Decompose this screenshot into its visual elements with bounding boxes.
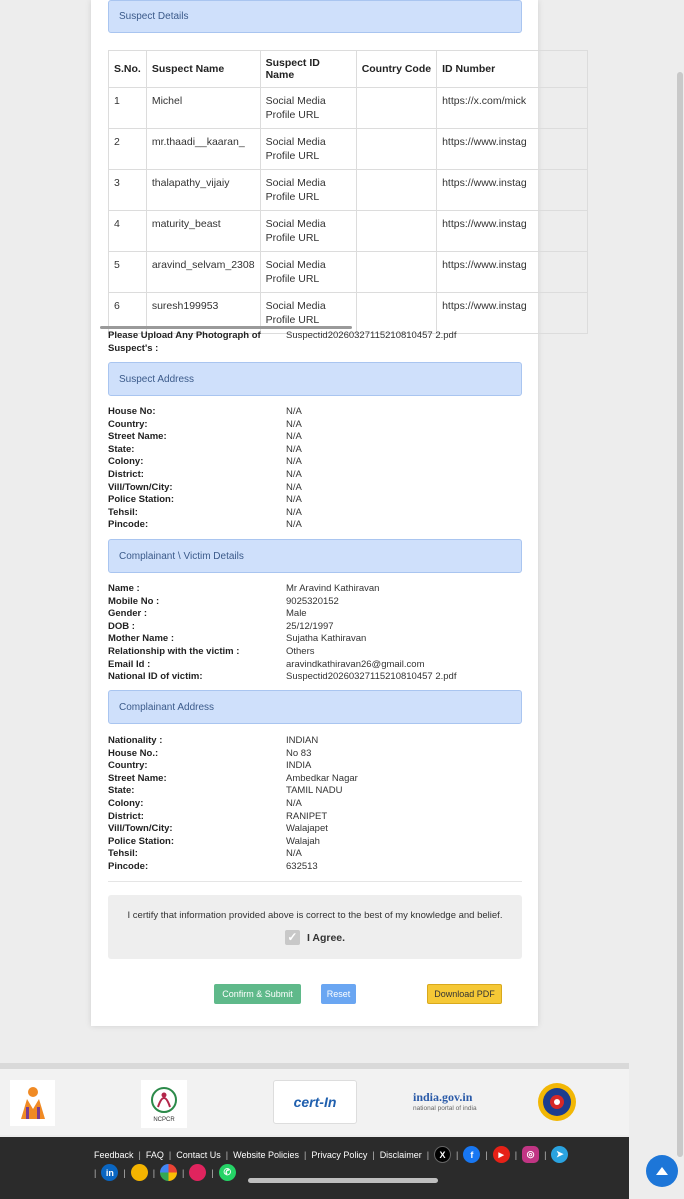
cell-id-name: Social Media Profile URL bbox=[260, 252, 356, 293]
caret-up-icon bbox=[656, 1167, 668, 1175]
field-value: INDIA bbox=[286, 760, 312, 772]
field-label: District: bbox=[108, 810, 144, 822]
suspect-address-header bbox=[108, 362, 522, 396]
link-separator: | bbox=[182, 1167, 185, 1178]
field-label: Country: bbox=[108, 418, 148, 430]
cell-id-number: https://www.instag bbox=[437, 293, 588, 334]
field-label: Street Name: bbox=[108, 431, 167, 443]
field-label: Colony: bbox=[108, 456, 144, 468]
whatsapp-icon[interactable]: ✆ bbox=[219, 1164, 236, 1181]
cell-name: mr.thaadi__kaaran_ bbox=[146, 129, 260, 170]
field-label: District: bbox=[108, 468, 144, 480]
facebook-icon[interactable]: f bbox=[463, 1146, 480, 1163]
ncpcr-logo[interactable] bbox=[141, 1080, 187, 1128]
suspect-details-title: Suspect Details bbox=[119, 11, 189, 22]
link-separator: | bbox=[426, 1149, 430, 1160]
page-vertical-scrollbar[interactable] bbox=[677, 72, 683, 1157]
youtube-icon[interactable]: ▶ bbox=[493, 1146, 510, 1163]
footer-links bbox=[94, 1146, 568, 1163]
field-email bbox=[108, 659, 522, 672]
complainant-address-title: Complainant Address bbox=[119, 701, 215, 713]
field-value: N/A bbox=[286, 519, 302, 531]
field-value: Walajah bbox=[286, 835, 320, 847]
field-label: Vill/Town/City: bbox=[108, 481, 173, 493]
field-label: Nationality : bbox=[108, 735, 163, 746]
koo-icon[interactable] bbox=[131, 1164, 148, 1181]
cyber-police-logo[interactable] bbox=[537, 1082, 577, 1122]
field-label: State: bbox=[108, 443, 135, 455]
field-value: N/A bbox=[286, 431, 302, 443]
field-label: Police Station: bbox=[108, 835, 174, 847]
col-suspect-id-name: Suspect ID Name bbox=[260, 51, 356, 88]
complainant-fields bbox=[108, 583, 522, 684]
ncpcr-emblem-icon bbox=[146, 1085, 182, 1117]
upload-photo-label: Please Upload Any Photograph of Suspect's : bbox=[108, 330, 261, 354]
link-separator: | bbox=[485, 1149, 488, 1160]
ncpcr-text: NCPCR bbox=[153, 1117, 175, 1123]
link-separator: | bbox=[544, 1149, 547, 1160]
field-label: Pincode: bbox=[108, 860, 149, 872]
moj-icon[interactable] bbox=[189, 1164, 206, 1181]
cell-id-number: https://www.instag bbox=[437, 211, 588, 252]
cell-country bbox=[356, 88, 436, 129]
field-value: N/A bbox=[286, 494, 302, 506]
cell-country bbox=[356, 129, 436, 170]
col-id-number: ID Number bbox=[437, 51, 588, 88]
field-value: N/A bbox=[286, 418, 302, 430]
field-label: Police Station: bbox=[108, 494, 174, 506]
field-tehsil bbox=[108, 848, 522, 861]
field-nationality bbox=[108, 735, 522, 748]
certify-box bbox=[108, 895, 522, 959]
agree-row bbox=[108, 930, 522, 945]
field-colony bbox=[108, 456, 522, 469]
field-value: N/A bbox=[286, 481, 302, 493]
cell-id-number: https://www.instag bbox=[437, 129, 588, 170]
field-value: N/A bbox=[286, 406, 302, 417]
field-house-no bbox=[108, 748, 522, 761]
check-icon: ✓ bbox=[287, 930, 298, 944]
field-street-name bbox=[108, 773, 522, 786]
col-suspect-name: Suspect Name bbox=[146, 51, 260, 88]
table-horizontal-scrollbar[interactable] bbox=[100, 326, 352, 329]
cell-name: thalapathy_vijaiy bbox=[146, 170, 260, 211]
table-row bbox=[109, 88, 588, 129]
table-row bbox=[109, 252, 588, 293]
agree-checkbox[interactable] bbox=[285, 930, 300, 945]
field-label: State: bbox=[108, 785, 135, 797]
cell-id-name: Social Media Profile URL bbox=[260, 88, 356, 129]
link-separator: | bbox=[123, 1167, 126, 1178]
footer-link-feedback[interactable]: Feedback bbox=[94, 1149, 134, 1160]
link-separator: | bbox=[372, 1149, 375, 1160]
table-row bbox=[109, 129, 588, 170]
agree-label: I Agree. bbox=[306, 931, 346, 944]
field-label: Colony: bbox=[108, 797, 144, 809]
telegram-icon[interactable]: ➤ bbox=[551, 1146, 568, 1163]
scroll-to-top-button[interactable] bbox=[646, 1155, 678, 1187]
upload-photo-file: Suspectid20260327115210810457 2.pdf bbox=[286, 330, 457, 341]
field-district bbox=[108, 469, 522, 482]
cell-country bbox=[356, 211, 436, 252]
field-street-name bbox=[108, 431, 522, 444]
field-value: INDIAN bbox=[286, 735, 319, 746]
field-tehsil bbox=[108, 507, 522, 520]
cell-id-name: Social Media Profile URL bbox=[260, 211, 356, 252]
cell-sno: 4 bbox=[109, 211, 147, 252]
field-value: Suspectid20260327115210810457 2.pdf bbox=[286, 671, 457, 683]
cell-id-number: https://x.com/mick bbox=[437, 88, 588, 129]
field-label: Email Id : bbox=[108, 658, 151, 670]
field-state bbox=[108, 444, 522, 457]
field-value: Others bbox=[286, 645, 315, 657]
field-value: Male bbox=[286, 608, 307, 620]
field-label: House No.: bbox=[108, 747, 159, 759]
cell-sno: 6 bbox=[109, 293, 147, 334]
link-separator: | bbox=[152, 1167, 156, 1178]
field-value: N/A bbox=[286, 443, 302, 455]
linkedin-icon[interactable]: in bbox=[101, 1164, 118, 1181]
field-value: No 83 bbox=[286, 747, 312, 759]
field-mother-name bbox=[108, 633, 522, 646]
cell-sno: 5 bbox=[109, 252, 147, 293]
field-pincode bbox=[108, 519, 522, 532]
field-relationship bbox=[108, 646, 522, 659]
field-value: 9025320152 bbox=[286, 595, 339, 607]
field-value: Walajapet bbox=[286, 823, 328, 835]
field-value: N/A bbox=[286, 848, 302, 860]
field-country bbox=[108, 419, 522, 432]
india-gov-text: india.gov.in bbox=[413, 1090, 473, 1104]
col-sno: S.No. bbox=[109, 51, 147, 88]
confirm-submit-button[interactable]: Confirm & Submit bbox=[214, 984, 301, 1004]
field-name bbox=[108, 583, 522, 596]
link-separator: | bbox=[211, 1167, 214, 1178]
download-pdf-button[interactable]: Download PDF bbox=[427, 984, 502, 1004]
complainant-address-header bbox=[108, 690, 522, 724]
field-label: Country: bbox=[108, 760, 148, 772]
field-colony bbox=[108, 798, 522, 811]
field-label: Gender : bbox=[108, 608, 148, 620]
upload-photo-row bbox=[108, 330, 522, 355]
field-house-no bbox=[108, 406, 522, 419]
field-value: N/A bbox=[286, 506, 302, 518]
cert-in-logo[interactable] bbox=[273, 1080, 357, 1124]
link-separator: | bbox=[514, 1149, 518, 1160]
complainant-details-header bbox=[108, 539, 522, 573]
field-gender bbox=[108, 608, 522, 621]
certify-text: I certify that information provided above is correct to the best of my knowledge and belief. bbox=[127, 910, 503, 921]
police-badge-icon bbox=[537, 1082, 577, 1122]
field-value: TAMIL NADU bbox=[286, 785, 343, 797]
footer-horizontal-scrollbar[interactable] bbox=[248, 1178, 438, 1183]
field-label: National ID of victim: bbox=[108, 671, 203, 683]
link-separator: | bbox=[94, 1167, 97, 1178]
field-vill-town-city bbox=[108, 482, 522, 495]
field-mobile bbox=[108, 596, 522, 609]
suspect-address-title: Suspect Address bbox=[119, 373, 195, 385]
field-label: Pincode: bbox=[108, 519, 149, 531]
section-divider bbox=[108, 881, 522, 882]
field-value: N/A bbox=[286, 797, 302, 809]
field-label: Tehsil: bbox=[108, 506, 138, 518]
field-label: Vill/Town/City: bbox=[108, 823, 173, 835]
suspect-table bbox=[108, 50, 588, 334]
link-separator: | bbox=[456, 1149, 459, 1160]
field-label: Name : bbox=[108, 583, 140, 594]
field-value: Mr Aravind Kathiravan bbox=[286, 583, 380, 594]
india-gov-subtext: national portal of india bbox=[413, 1105, 477, 1112]
cell-id-number: https://www.instag bbox=[437, 252, 588, 293]
field-national-id bbox=[108, 671, 522, 684]
link-separator: | bbox=[225, 1149, 229, 1160]
field-pincode bbox=[108, 861, 522, 874]
footer-social-row bbox=[94, 1164, 236, 1181]
field-label: Mobile No : bbox=[108, 595, 160, 607]
cell-id-name: Social Media Profile URL bbox=[260, 129, 356, 170]
field-dob bbox=[108, 621, 522, 634]
field-label: Tehsil: bbox=[108, 848, 138, 860]
field-value: 25/12/1997 bbox=[286, 620, 334, 632]
field-country bbox=[108, 760, 522, 773]
field-vill-town-city bbox=[108, 823, 522, 836]
cell-country bbox=[356, 252, 436, 293]
field-label: DOB : bbox=[108, 620, 135, 632]
ministry-logo[interactable] bbox=[10, 1080, 55, 1126]
ministry-emblem-icon bbox=[13, 1083, 53, 1123]
cell-id-name: Social Media Profile URL bbox=[260, 170, 356, 211]
cell-name: Michel bbox=[146, 88, 260, 129]
table-header-row bbox=[109, 51, 588, 88]
footer-link-privacy-policy[interactable]: Privacy Policy bbox=[311, 1149, 368, 1160]
field-label: Street Name: bbox=[108, 772, 167, 784]
field-value: aravindkathiravan26@gmail.com bbox=[286, 658, 425, 670]
footer-link-disclaimer[interactable]: Disclaimer bbox=[379, 1149, 422, 1160]
cell-name: aravind_selvam_2308 bbox=[146, 252, 260, 293]
reset-button[interactable]: Reset bbox=[321, 984, 356, 1004]
complainant-address-fields bbox=[108, 735, 522, 874]
complainant-details-title: Complainant \ Victim Details bbox=[119, 550, 244, 562]
field-value: RANIPET bbox=[286, 810, 328, 822]
x-icon[interactable]: X bbox=[434, 1146, 451, 1163]
instagram-icon[interactable]: ◎ bbox=[522, 1146, 539, 1163]
field-police-station bbox=[108, 836, 522, 849]
suspect-address-fields bbox=[108, 406, 522, 532]
cell-sno: 1 bbox=[109, 88, 147, 129]
cell-country bbox=[356, 293, 436, 334]
field-state bbox=[108, 785, 522, 798]
field-value: Sujatha Kathiravan bbox=[286, 633, 367, 645]
suspect-details-header bbox=[108, 0, 522, 33]
sharechat-icon[interactable] bbox=[160, 1164, 177, 1181]
link-separator: | bbox=[303, 1149, 307, 1160]
footer-link-website-policies[interactable]: Website Policies bbox=[233, 1149, 299, 1160]
field-district bbox=[108, 811, 522, 824]
field-label: Relationship with the victim : bbox=[108, 645, 240, 657]
field-value: Ambedkar Nagar bbox=[286, 772, 358, 784]
link-separator: | bbox=[168, 1149, 172, 1160]
cell-id-name: Social Media Profile URL bbox=[260, 293, 356, 334]
cell-name: suresh199953 bbox=[146, 293, 260, 334]
col-country-code: Country Code bbox=[356, 51, 436, 88]
suspect-table-container[interactable] bbox=[108, 50, 528, 326]
cell-id-number: https://www.instag bbox=[437, 170, 588, 211]
field-value: N/A bbox=[286, 456, 302, 468]
cell-sno: 2 bbox=[109, 129, 147, 170]
link-separator: | bbox=[138, 1149, 141, 1160]
footer-link-faq[interactable]: FAQ bbox=[145, 1149, 164, 1160]
field-label: House No: bbox=[108, 406, 156, 417]
table-row bbox=[109, 170, 588, 211]
india-gov-logo[interactable] bbox=[413, 1086, 497, 1116]
footer-link-contact-us[interactable]: Contact Us bbox=[176, 1149, 221, 1160]
cell-sno: 3 bbox=[109, 170, 147, 211]
cell-country bbox=[356, 170, 436, 211]
field-value: 632513 bbox=[286, 860, 318, 872]
field-label: Mother Name : bbox=[108, 633, 174, 645]
field-value: N/A bbox=[286, 468, 302, 480]
cell-name: maturity_beast bbox=[146, 211, 260, 252]
field-police-station bbox=[108, 494, 522, 507]
cert-in-text: cert-In bbox=[293, 1094, 337, 1110]
table-row bbox=[109, 211, 588, 252]
